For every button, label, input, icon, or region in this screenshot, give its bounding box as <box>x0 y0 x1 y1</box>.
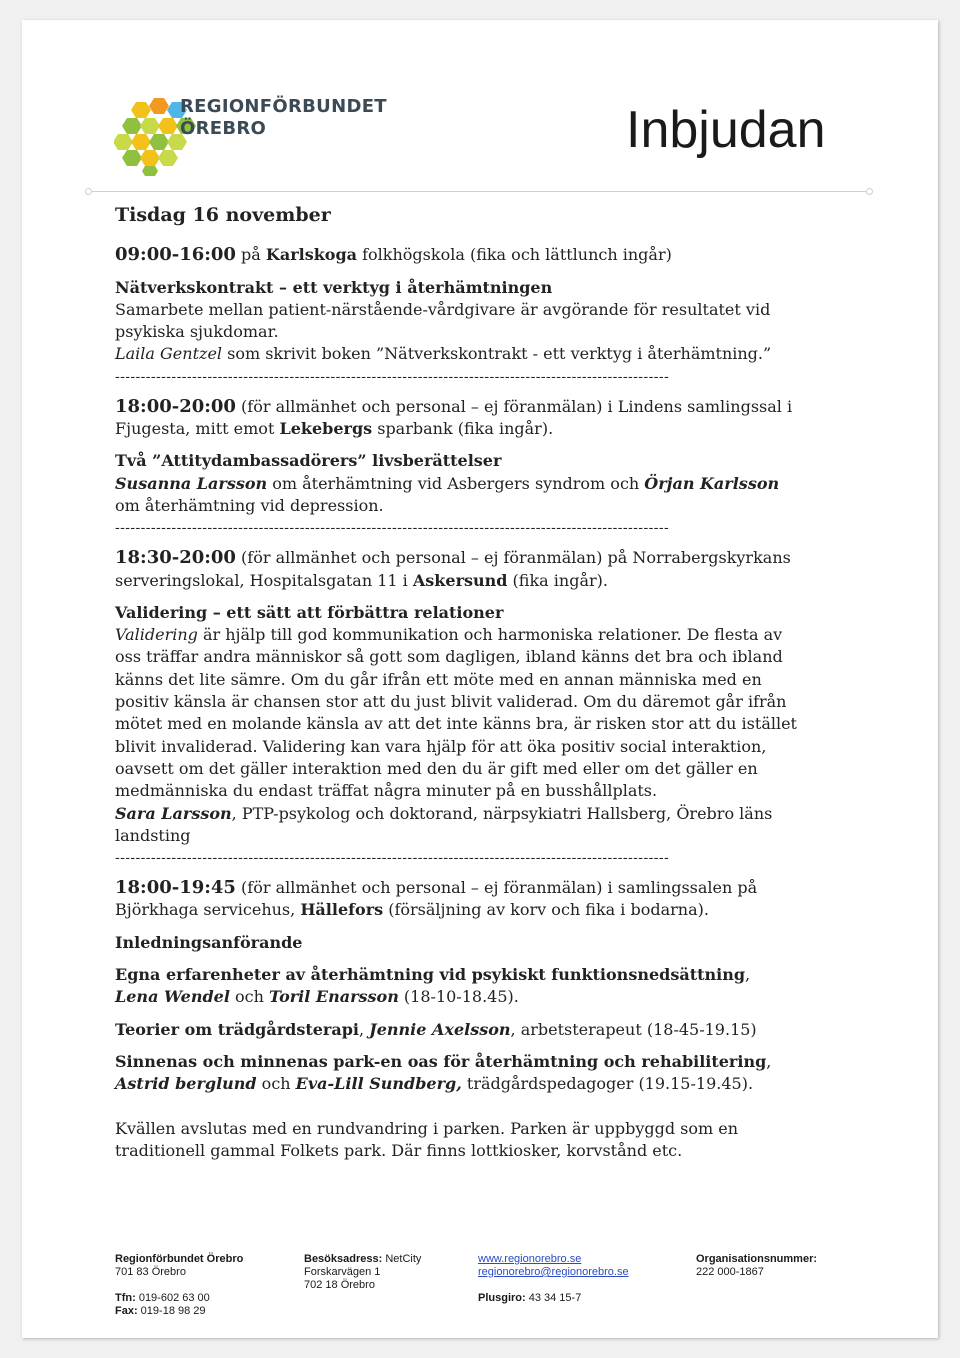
footer-fax-value: 019-18 98 29 <box>137 1305 206 1317</box>
talk-1-comma: , <box>745 965 751 985</box>
document-title: Inbjudan <box>626 101 826 159</box>
session-3-validering-word: Validering <box>115 625 198 645</box>
session-3-speaker-rest: , PTP-psykolog och doktorand, närpsykiatri Hallsberg, Örebro läns landsting <box>115 803 773 845</box>
footer-orgnr-label: Organisationsnummer: <box>696 1253 818 1265</box>
session-1-heading: Nätverkskontrakt – ett verktyg i återhämtningen <box>115 277 553 297</box>
session-3-text-a: (för allmänhet och personal – ej föranmälan) på Norrabergskyrkans serveringslokal, Hospitalsgatan 11 i <box>115 548 791 590</box>
footer-giro <box>478 1292 629 1305</box>
talk-2-speaker: Jennie Axelsson <box>369 1019 511 1039</box>
session-2-text-mid: om återhämtning vid Asbergers syndrom och <box>267 473 645 493</box>
talk-1-speaker-2: Toril Enarsson <box>269 987 399 1007</box>
session-3-description <box>115 624 805 802</box>
footer-col-web <box>478 1253 629 1305</box>
footer-phone-value: 019-602 63 00 <box>135 1292 210 1304</box>
session-2-heading: Två ”Attitydambassadörers” livsberättelser <box>115 451 502 471</box>
talk-2-comma: , <box>358 1019 370 1039</box>
footer-fax <box>115 1305 243 1318</box>
talk-2-title: Teorier om trädgårdsterapi <box>115 1019 359 1039</box>
talk-1-time: (18-10-18.45). <box>398 987 519 1007</box>
session-4-info <box>115 877 805 922</box>
session-4-talk-1 <box>115 964 805 1009</box>
talk-3-speaker-2: Eva-Lill Sundberg, <box>295 1074 462 1094</box>
session-1-speaker-rest: som skrivit boken ”Nätverkskontrakt - ett verktyg i återhämtning.” <box>222 344 772 364</box>
session-4-text-b: (försäljning av korv och fika i bodarna). <box>383 900 709 920</box>
session-2-time: 18:00-20:00 <box>115 395 236 417</box>
event-day-heading: Tisdag 16 november <box>115 204 331 226</box>
footer-org-name: Regionförbundet Örebro <box>115 1253 244 1265</box>
footer-orgnr: 222 000-1867 <box>696 1266 764 1278</box>
session-2-text-a: (för allmänhet och personal – ej föranmälan) i Lindens samlingssal i Fjugesta, mitt emot <box>115 396 793 439</box>
organization-name <box>180 96 387 140</box>
session-1-description: Samarbete mellan patient-närstående-vårdgivare är avgörande för resultatet vid psykiska sjukdomar. <box>115 299 771 342</box>
footer-giro-value: 43 34 15-7 <box>525 1292 582 1304</box>
organization-name-line2: ÖREBRO <box>180 118 267 139</box>
talk-3-and: och <box>256 1074 296 1094</box>
footer-giro-label: Plusgiro: <box>478 1292 526 1304</box>
session-3-body: är hjälp till god kommunikation och harmoniska relationer. De flesta av oss träffar andra människor så gott som dagligen, ibland känns det bra och ibland känns det lite sämre. Om du går ifrån ett möte med en annan människa med en positiv känsla är chansen stor att du just blivit validerad. Om du däremot går ifrån mötet med en molande känsla av att det inte känns bra, är risken stor att du istället blivit invaliderad. Validering kan vara hjälp för att öka positiv social interaktion, oavsett om det gäller interaktion med den du är gift med eller om det gäller en medmänniska du endast träffat några minuter på en busshållplats. <box>115 625 797 801</box>
header-divider <box>92 191 866 192</box>
footer-col-orgnr <box>696 1253 817 1279</box>
session-2-text-end: om återhämtning vid depression. <box>115 495 384 515</box>
session-2-info <box>115 396 805 441</box>
footer-visit-postal: 702 18 Örebro <box>304 1279 375 1291</box>
session-1-text-a: på <box>235 245 266 265</box>
session-2-speaker-2: Örjan Karlsson <box>644 473 780 493</box>
session-4-talk-3 <box>115 1051 805 1096</box>
session-3-place: Askersund <box>412 570 508 590</box>
session-3-speaker: Sara Larsson <box>115 803 232 823</box>
document-body <box>115 202 805 1162</box>
session-4-text-a: (för allmänhet och personal – ej föranmälan) i samlingssalen på Björkhaga servicehus, <box>115 878 758 920</box>
footer-visit <box>304 1253 421 1266</box>
session-1-speaker: Laila Gentzel <box>115 344 223 364</box>
talk-2-rest: , arbetsterapeut (18-45-19.15) <box>510 1019 757 1039</box>
session-3-heading: Validering – ett sätt att förbättra relationer <box>115 602 504 622</box>
footer-phone <box>115 1292 243 1305</box>
talk-1-and: och <box>229 987 269 1007</box>
footer-phone-label: Tfn: <box>115 1292 136 1304</box>
talk-3-title: Sinnenas och minnenas park-en oas för återhämtning och rehabilitering <box>115 1051 767 1071</box>
footer-fax-label: Fax: <box>115 1305 138 1317</box>
footer-street: Forskarvägen 1 <box>304 1266 381 1278</box>
session-3-info <box>115 547 805 592</box>
talk-3-comma: , <box>766 1051 772 1071</box>
session-4-intro: Inledningsanförande <box>115 932 303 952</box>
session-2-speaker-1: Susanna Larsson <box>115 473 268 493</box>
session-1-time: 09:00-16:00 <box>115 244 236 266</box>
closing-text: Kvällen avslutas med en rundvandring i parken. Parken är uppbyggd som en traditionell gammal Folkets park. Där finns lottkiosker, korvstånd etc. <box>115 1118 739 1160</box>
footer-website-link[interactable]: www.regionorebro.se <box>478 1253 582 1265</box>
session-1-speaker-line <box>115 343 805 365</box>
session-4-place: Hällefors <box>300 900 384 920</box>
session-2-text-b: sparbank (fika ingår). <box>372 419 554 439</box>
session-3-text-b: (fika ingår). <box>507 570 608 590</box>
footer-col-visit <box>304 1253 421 1292</box>
section-divider: ------------------------------------------------------------------------------------------------------------ <box>115 520 670 537</box>
organization-name-line1: REGIONFÖRBUNDET <box>180 96 387 117</box>
document-page <box>22 20 938 1338</box>
session-3-speaker-line <box>115 803 805 848</box>
talk-1-speaker-1: Lena Wendel <box>115 987 230 1007</box>
footer-postal: 701 83 Örebro <box>115 1266 186 1278</box>
footer-visit-label: Besöksadress: <box>304 1253 383 1265</box>
footer-col-org <box>115 1253 243 1318</box>
session-3-time: 18:30-20:00 <box>115 547 236 569</box>
talk-1-title: Egna erfarenheter av återhämtning vid psykiskt funktionsnedsättning <box>115 965 746 985</box>
session-1-text-b: folkhögskola (fika och lättlunch ingår) <box>357 245 672 265</box>
section-divider: ------------------------------------------------------------------------------------------------------------ <box>115 368 670 385</box>
footer-email-link[interactable]: regionorebro@regionorebro.se <box>478 1266 629 1278</box>
talk-3-speaker-1: Astrid berglund <box>115 1074 257 1094</box>
footer-visit-name: NetCity <box>382 1253 422 1265</box>
session-2-place: Lekebergs <box>279 419 373 439</box>
session-1-place: Karlskoga <box>265 245 358 265</box>
talk-3-rest: trädgårdspedagoger (19.15-19.45). <box>461 1074 754 1094</box>
session-2-description <box>115 473 805 518</box>
session-1-info <box>115 244 805 266</box>
session-4-talk-2 <box>115 1019 805 1041</box>
session-4-time: 18:00-19:45 <box>115 877 236 899</box>
section-divider: ------------------------------------------------------------------------------------------------------------ <box>115 850 670 867</box>
